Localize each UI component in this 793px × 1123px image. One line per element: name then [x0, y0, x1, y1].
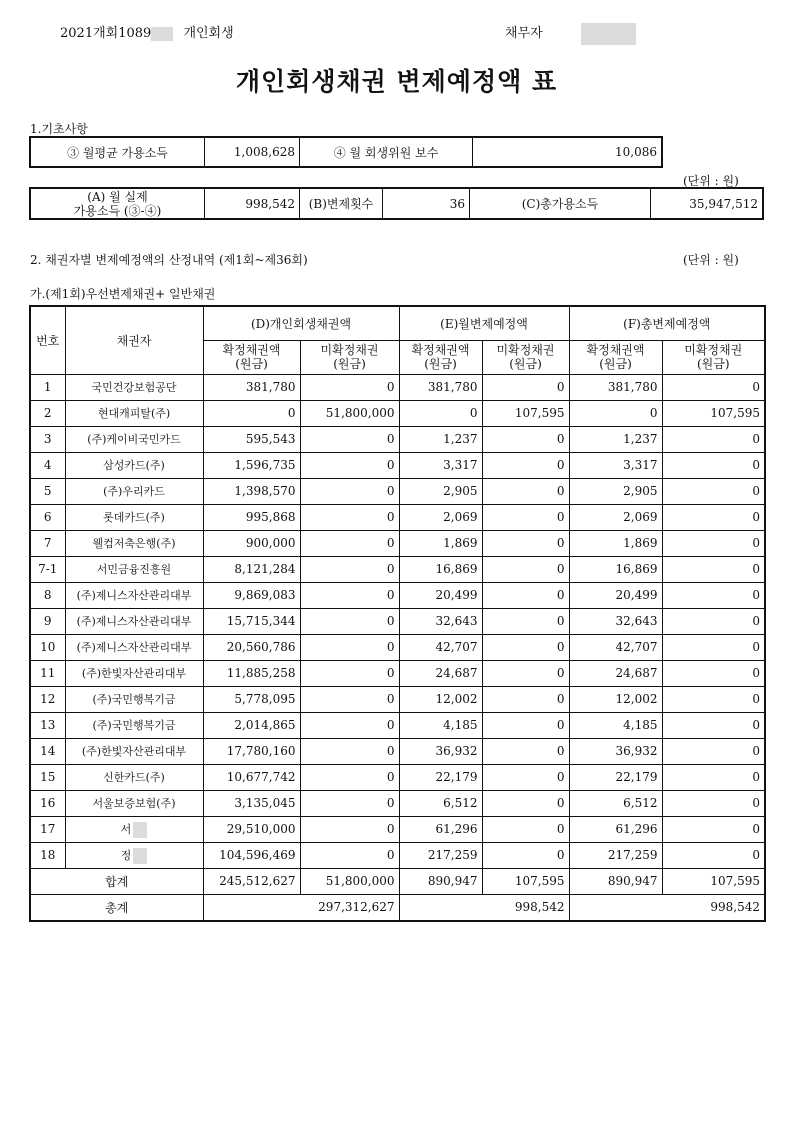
f-unconfirmed: 0	[662, 764, 765, 790]
table-row	[30, 790, 765, 816]
f-unconfirmed: 0	[662, 582, 765, 608]
f-confirmed: 42,707	[569, 634, 662, 660]
d-unconfirmed: 0	[300, 478, 399, 504]
e-unconfirmed: 0	[482, 816, 569, 842]
e-confirmed: 61,296	[399, 816, 482, 842]
d-unconfirmed: 0	[300, 712, 399, 738]
page-title: 개인회생채권 변제예정액 표	[235, 67, 558, 96]
d-confirmed: 17,780,160	[203, 738, 300, 764]
e-confirmed: 1,869	[399, 530, 482, 556]
creditor-name: 신한카드(주)	[65, 764, 203, 790]
section2-subtitle: 가.(제1회)우선변제채권+ 일반채권	[30, 287, 216, 301]
table-row	[30, 816, 765, 842]
e-confirmed: 1,237	[399, 426, 482, 452]
col-no-header: 번호	[30, 306, 65, 374]
b-label: (B)변제횟수	[300, 188, 383, 219]
total-label: 총계	[30, 894, 203, 921]
d-unconfirmed: 0	[300, 738, 399, 764]
row-number: 11	[30, 660, 65, 686]
d-confirmed: 15,715,344	[203, 608, 300, 634]
d-confirmed: 20,560,786	[203, 634, 300, 660]
row-number: 18	[30, 842, 65, 868]
table-row	[30, 634, 765, 660]
f-confirmed: 32,643	[569, 608, 662, 634]
e-confirmed: 42,707	[399, 634, 482, 660]
row-number: 16	[30, 790, 65, 816]
d-confirmed: 381,780	[203, 374, 300, 400]
redaction-block	[133, 848, 147, 864]
table-row	[30, 504, 765, 530]
e-unconfirmed: 0	[482, 504, 569, 530]
f-unconfirmed: 0	[662, 530, 765, 556]
d-confirmed: 1,596,735	[203, 452, 300, 478]
group-f-header: (F)총변제예정액	[569, 306, 765, 340]
table-row	[30, 764, 765, 790]
f-unconfirmed: 0	[662, 842, 765, 868]
row-number: 12	[30, 686, 65, 712]
table-row	[30, 738, 765, 764]
table-row	[30, 842, 765, 868]
group-d-header: (D)개인회생채권액	[203, 306, 399, 340]
debtor-label: 채무자	[505, 26, 543, 41]
creditor-name: 국민건강보험공단	[65, 374, 203, 400]
creditor-name: (주)한빛자산관리대부	[65, 738, 203, 764]
e-unconfirmed: 0	[482, 764, 569, 790]
d-unconfirmed: 0	[300, 686, 399, 712]
c-value: 35,947,512	[651, 188, 764, 219]
e-confirmed: 3,317	[399, 452, 482, 478]
f-confirmed: 22,179	[569, 764, 662, 790]
creditor-name: (주)한빛자산관리대부	[65, 660, 203, 686]
f-confirmed: 2,069	[569, 504, 662, 530]
e-unconfirmed: 0	[482, 790, 569, 816]
d-confirmed: 2,014,865	[203, 712, 300, 738]
d-confirmed: 0	[203, 400, 300, 426]
income-label: ③ 월평균 가용소득	[30, 137, 205, 167]
e-confirmed-header	[399, 340, 482, 374]
d-unconfirmed: 0	[300, 842, 399, 868]
creditor-name: 삼성카드(주)	[65, 452, 203, 478]
table-row	[30, 426, 765, 452]
e-confirmed: 24,687	[399, 660, 482, 686]
d-unconfirmed: 0	[300, 634, 399, 660]
f-confirmed: 217,259	[569, 842, 662, 868]
creditor-name: 서울보증보험(주)	[65, 790, 203, 816]
table-row	[30, 556, 765, 582]
e-unconfirmed: 107,595	[482, 400, 569, 426]
creditor-name: (주)제니스자산관리대부	[65, 634, 203, 660]
creditor-name: 서	[65, 816, 203, 842]
section2-title: 2. 채권자별 변제예정액의 산정내역 (제1회~제36회)	[30, 253, 308, 267]
f-confirmed: 4,185	[569, 712, 662, 738]
e-confirmed: 381,780	[399, 374, 482, 400]
a-label	[30, 188, 205, 219]
d-unconfirmed: 0	[300, 582, 399, 608]
debtor-field	[505, 22, 636, 45]
row-number: 1	[30, 374, 65, 400]
e-confirmed: 217,259	[399, 842, 482, 868]
e-confirmed: 20,499	[399, 582, 482, 608]
d-unconfirmed: 0	[300, 660, 399, 686]
f-unconfirmed: 0	[662, 816, 765, 842]
table-row	[30, 660, 765, 686]
f-unconfirmed: 107,595	[662, 400, 765, 426]
d-confirmed: 29,510,000	[203, 816, 300, 842]
income-value: 1,008,628	[205, 137, 300, 167]
creditor-rows	[30, 374, 765, 868]
row-number: 6	[30, 504, 65, 530]
row-number: 8	[30, 582, 65, 608]
section2-unit: (단위 : 원)	[683, 253, 739, 267]
d-unconfirmed: 0	[300, 816, 399, 842]
subtotal-d2: 51,800,000	[300, 868, 399, 894]
creditor-table	[29, 305, 766, 922]
subtotal-f1: 890,947	[569, 868, 662, 894]
principal-label: (원금)	[696, 357, 730, 371]
f-confirmed: 24,687	[569, 660, 662, 686]
row-number: 15	[30, 764, 65, 790]
row-number: 14	[30, 738, 65, 764]
d-confirmed: 5,778,095	[203, 686, 300, 712]
row-number: 13	[30, 712, 65, 738]
e-unconfirmed: 0	[482, 556, 569, 582]
e-unconfirmed: 0	[482, 530, 569, 556]
table-row	[30, 608, 765, 634]
confirmed-label: 확정채권액	[222, 343, 281, 357]
d-unconfirmed: 0	[300, 452, 399, 478]
redaction-block	[151, 27, 173, 41]
e-confirmed: 22,179	[399, 764, 482, 790]
f-unconfirmed: 0	[662, 608, 765, 634]
case-number	[60, 22, 234, 41]
d-unconfirmed: 0	[300, 504, 399, 530]
row-number: 7	[30, 530, 65, 556]
f-confirmed: 16,869	[569, 556, 662, 582]
e-unconfirmed: 0	[482, 842, 569, 868]
unit-note: (단위 : 원)	[683, 174, 739, 188]
row-number: 4	[30, 452, 65, 478]
principal-label: (원금)	[509, 357, 542, 371]
row-number: 17	[30, 816, 65, 842]
a-value: 998,542	[205, 188, 300, 219]
table-row	[30, 478, 765, 504]
creditor-name: (주)우리카드	[65, 478, 203, 504]
f-unconfirmed: 0	[662, 634, 765, 660]
b-value: 36	[383, 188, 470, 219]
principal-label: (원금)	[424, 357, 457, 371]
creditor-name: (주)제니스자산관리대부	[65, 608, 203, 634]
d-confirmed: 3,135,045	[203, 790, 300, 816]
table-row	[30, 582, 765, 608]
d-confirmed: 9,869,083	[203, 582, 300, 608]
confirmed-label: 확정채권액	[411, 343, 470, 357]
confirmed-label: 확정채권액	[586, 343, 645, 357]
f-confirmed-header	[569, 340, 662, 374]
d-confirmed: 8,121,284	[203, 556, 300, 582]
d-confirmed: 900,000	[203, 530, 300, 556]
e-confirmed: 2,069	[399, 504, 482, 530]
row-number: 3	[30, 426, 65, 452]
d-confirmed: 10,677,742	[203, 764, 300, 790]
subtotal-e2: 107,595	[482, 868, 569, 894]
d-confirmed: 11,885,258	[203, 660, 300, 686]
f-unconfirmed: 0	[662, 790, 765, 816]
case-suffix: 개인회생	[183, 26, 234, 41]
e-unconfirmed-header	[482, 340, 569, 374]
unconfirmed-label: 미확정채권	[496, 343, 555, 357]
f-unconfirmed: 0	[662, 374, 765, 400]
e-unconfirmed: 0	[482, 426, 569, 452]
d-confirmed: 104,596,469	[203, 842, 300, 868]
e-confirmed: 2,905	[399, 478, 482, 504]
unconfirmed-label: 미확정채권	[684, 343, 743, 357]
creditor-name: (주)제니스자산관리대부	[65, 582, 203, 608]
e-unconfirmed: 0	[482, 452, 569, 478]
table-row	[30, 452, 765, 478]
e-confirmed: 6,512	[399, 790, 482, 816]
row-number: 9	[30, 608, 65, 634]
subtotal-d1: 245,512,627	[203, 868, 300, 894]
e-confirmed: 12,002	[399, 686, 482, 712]
f-confirmed: 61,296	[569, 816, 662, 842]
subtotal-row	[30, 868, 765, 894]
f-confirmed: 36,932	[569, 738, 662, 764]
total-e: 998,542	[399, 894, 569, 921]
principal-label: (원금)	[333, 357, 366, 371]
subtotal-f2: 107,595	[662, 868, 765, 894]
e-confirmed: 4,185	[399, 712, 482, 738]
f-unconfirmed: 0	[662, 738, 765, 764]
f-confirmed: 2,905	[569, 478, 662, 504]
f-unconfirmed: 0	[662, 660, 765, 686]
e-unconfirmed: 0	[482, 634, 569, 660]
creditor-name: (주)케이비국민카드	[65, 426, 203, 452]
trustee-value: 10,086	[473, 137, 663, 167]
d-confirmed: 995,868	[203, 504, 300, 530]
subtotal-label: 합계	[30, 868, 203, 894]
principal-label: (원금)	[599, 357, 632, 371]
creditor-name: 서민금융진흥원	[65, 556, 203, 582]
f-unconfirmed: 0	[662, 686, 765, 712]
case-prefix: 2021개회1089	[60, 26, 152, 41]
f-confirmed: 20,499	[569, 582, 662, 608]
f-unconfirmed-header	[662, 340, 765, 374]
subtotal-e1: 890,947	[399, 868, 482, 894]
f-confirmed: 1,237	[569, 426, 662, 452]
e-confirmed: 16,869	[399, 556, 482, 582]
e-unconfirmed: 0	[482, 738, 569, 764]
row-number: 5	[30, 478, 65, 504]
a-label-line2: 가용소득 (③-④)	[73, 203, 162, 218]
d-confirmed: 595,543	[203, 426, 300, 452]
e-unconfirmed: 0	[482, 374, 569, 400]
total-d: 297,312,627	[203, 894, 399, 921]
f-unconfirmed: 0	[662, 426, 765, 452]
e-unconfirmed: 0	[482, 686, 569, 712]
creditor-name: (주)국민행복기금	[65, 686, 203, 712]
d-unconfirmed: 0	[300, 530, 399, 556]
table-row	[30, 530, 765, 556]
f-unconfirmed: 0	[662, 452, 765, 478]
unconfirmed-label: 미확정채권	[320, 343, 379, 357]
table-row	[30, 400, 765, 426]
e-unconfirmed: 0	[482, 608, 569, 634]
e-confirmed: 36,932	[399, 738, 482, 764]
e-unconfirmed: 0	[482, 712, 569, 738]
e-unconfirmed: 0	[482, 660, 569, 686]
table-row	[30, 686, 765, 712]
row-number: 7-1	[30, 556, 65, 582]
f-confirmed: 0	[569, 400, 662, 426]
f-confirmed: 6,512	[569, 790, 662, 816]
basic-payment-table	[29, 187, 764, 220]
e-unconfirmed: 0	[482, 582, 569, 608]
c-label: (C)총가용소득	[470, 188, 651, 219]
d-unconfirmed: 51,800,000	[300, 400, 399, 426]
f-unconfirmed: 0	[662, 712, 765, 738]
table-row	[30, 374, 765, 400]
d-unconfirmed: 0	[300, 790, 399, 816]
creditor-name: 롯데카드(주)	[65, 504, 203, 530]
d-confirmed: 1,398,570	[203, 478, 300, 504]
creditor-name: 웰컴저축은행(주)	[65, 530, 203, 556]
f-confirmed: 1,869	[569, 530, 662, 556]
total-f: 998,542	[569, 894, 765, 921]
f-unconfirmed: 0	[662, 478, 765, 504]
creditor-name: (주)국민행복기금	[65, 712, 203, 738]
f-unconfirmed: 0	[662, 556, 765, 582]
d-unconfirmed-header	[300, 340, 399, 374]
d-unconfirmed: 0	[300, 556, 399, 582]
f-unconfirmed: 0	[662, 504, 765, 530]
creditor-name: 현대캐피탈(주)	[65, 400, 203, 426]
f-confirmed: 3,317	[569, 452, 662, 478]
d-unconfirmed: 0	[300, 374, 399, 400]
redaction-block	[581, 23, 636, 45]
col-creditor-header: 채권자	[65, 306, 203, 374]
e-confirmed: 32,643	[399, 608, 482, 634]
basic-income-table	[29, 136, 663, 168]
table-row	[30, 712, 765, 738]
f-confirmed: 12,002	[569, 686, 662, 712]
redaction-block	[133, 822, 147, 838]
total-row	[30, 894, 765, 921]
a-label-line1: (A) 월 실제	[87, 189, 148, 204]
group-e-header: (E)월변제예정액	[399, 306, 569, 340]
row-number: 10	[30, 634, 65, 660]
trustee-label: ④ 월 회생위원 보수	[300, 137, 473, 167]
row-number: 2	[30, 400, 65, 426]
d-unconfirmed: 0	[300, 764, 399, 790]
d-confirmed-header	[203, 340, 300, 374]
e-unconfirmed: 0	[482, 478, 569, 504]
e-confirmed: 0	[399, 400, 482, 426]
d-unconfirmed: 0	[300, 608, 399, 634]
principal-label: (원금)	[235, 357, 268, 371]
section-basic-title: 1.기초사항	[30, 122, 88, 136]
d-unconfirmed: 0	[300, 426, 399, 452]
f-confirmed: 381,780	[569, 374, 662, 400]
creditor-name: 정	[65, 842, 203, 868]
